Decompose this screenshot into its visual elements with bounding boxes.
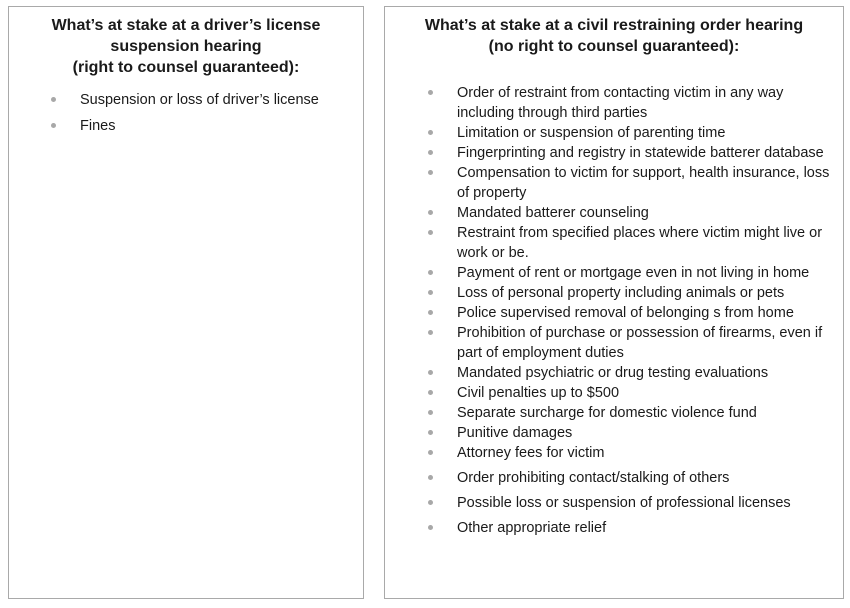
list-item-text: Prohibition of purchase or possession of firearms, even if part of employment duties [457, 325, 823, 361]
bullet-icon [428, 90, 433, 95]
list-item-text: Separate surcharge for domestic violence fund [457, 405, 757, 421]
list-item-text: Attorney fees for victim [457, 445, 605, 461]
list-item-text: Payment of rent or mortgage even in not living in home [457, 265, 810, 281]
list-item [385, 493, 843, 513]
title-line: (no right to counsel guaranteed): [488, 38, 740, 55]
list-item [385, 423, 843, 443]
list-item-text: Compensation to victim for support, health insurance, loss of property [457, 165, 830, 201]
list-item-text: Fingerprinting and registry in statewide batterer database [457, 145, 824, 161]
list-item [385, 403, 843, 423]
bullet-icon [428, 310, 433, 315]
list-item [385, 363, 843, 383]
bullet-icon [428, 410, 433, 415]
list-item-text: Civil penalties up to $500 [457, 385, 620, 401]
bullet-icon [51, 97, 56, 102]
bullet-icon [428, 330, 433, 335]
list-item-text: Limitation or suspension of parenting time [457, 125, 726, 141]
title-line: (right to counsel guaranteed): [72, 59, 300, 76]
drivers-license-panel [8, 6, 364, 599]
list-item [9, 90, 363, 110]
list-item-text: Restraint from specified places where victim might live or work or be. [457, 225, 823, 261]
list-item [385, 163, 843, 203]
list-item [385, 323, 843, 363]
list-item-text: Suspension or loss of driver’s license [80, 92, 319, 108]
list-item [385, 123, 843, 143]
list-item-text: Mandated batterer counseling [457, 205, 649, 221]
list-item [385, 468, 843, 488]
bullet-icon [428, 230, 433, 235]
list-item-text: Mandated psychiatric or drug testing evaluations [457, 365, 769, 381]
bullet-icon [428, 450, 433, 455]
restraining-order-stakes-list [385, 83, 843, 538]
bullet-icon [51, 123, 56, 128]
list-item [385, 283, 843, 303]
title-line: What’s at stake at a driver’s license [51, 17, 321, 34]
title-line: What’s at stake at a civil restraining order hearing [424, 17, 804, 34]
bullet-icon [428, 290, 433, 295]
bullet-icon [428, 270, 433, 275]
list-item [385, 443, 843, 463]
list-item-text: Fines [80, 118, 116, 134]
list-item [385, 143, 843, 163]
bullet-icon [428, 170, 433, 175]
title-line: suspension hearing [110, 38, 262, 55]
bullet-icon [428, 525, 433, 530]
bullet-icon [428, 370, 433, 375]
list-item-text: Order prohibiting contact/stalking of others [457, 470, 730, 486]
list-item-text: Police supervised removal of belonging s from home [457, 305, 794, 321]
list-item-text: Possible loss or suspension of professional licenses [457, 495, 791, 511]
list-item-text: Punitive damages [457, 425, 573, 441]
list-item [9, 116, 363, 136]
bullet-icon [428, 500, 433, 505]
bullet-icon [428, 475, 433, 480]
list-item [385, 518, 843, 538]
list-item [385, 383, 843, 403]
restraining-order-panel-title [391, 15, 837, 57]
list-item-text: Order of restraint from contacting victim in any way including through third parties [457, 85, 784, 121]
list-item [385, 83, 843, 123]
list-item [385, 263, 843, 283]
restraining-order-panel [384, 6, 844, 599]
list-item [385, 223, 843, 263]
list-item [385, 303, 843, 323]
bullet-icon [428, 390, 433, 395]
list-item-text: Other appropriate relief [457, 520, 607, 536]
bullet-icon [428, 130, 433, 135]
drivers-license-stakes-list [9, 90, 363, 136]
list-item-text: Loss of personal property including animals or pets [457, 285, 785, 301]
bullet-icon [428, 150, 433, 155]
drivers-license-panel-title [15, 15, 357, 78]
bullet-icon [428, 430, 433, 435]
bullet-icon [428, 210, 433, 215]
list-item [385, 203, 843, 223]
